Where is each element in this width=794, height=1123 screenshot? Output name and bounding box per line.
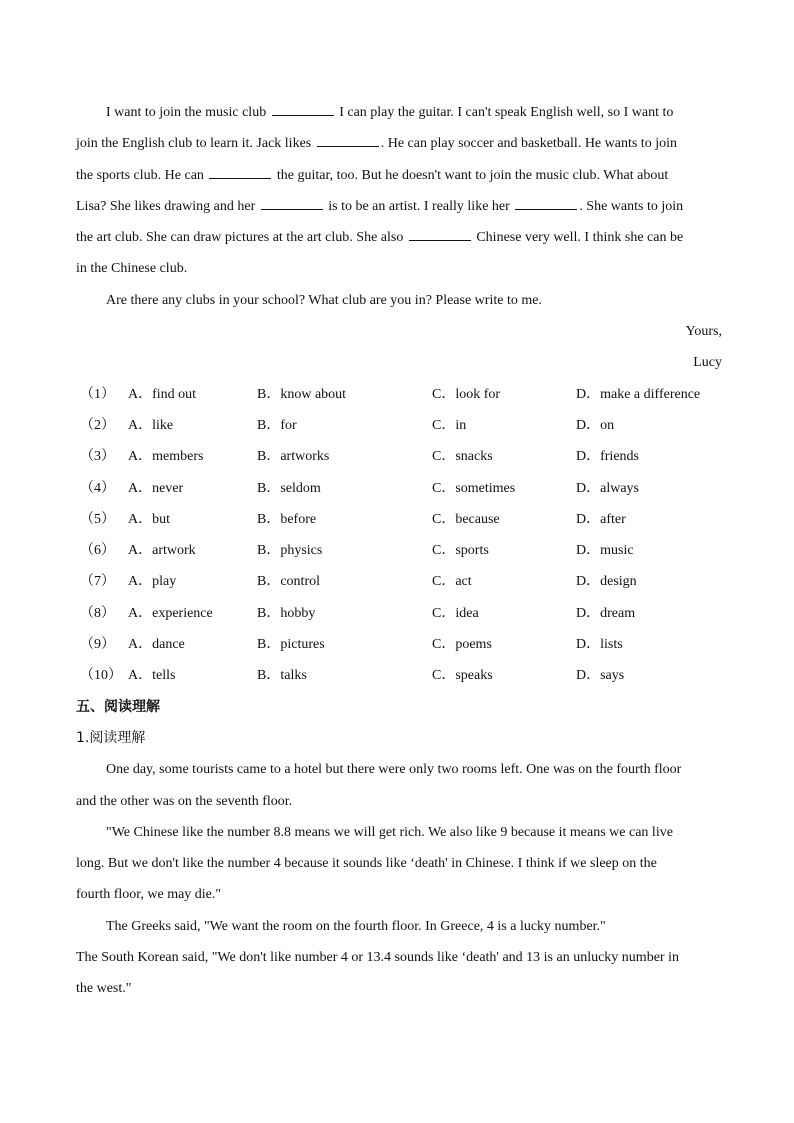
option-a[interactable]: A．experience [128, 605, 213, 621]
option-a[interactable]: A．but [128, 511, 170, 527]
option-a[interactable]: A．tells [128, 668, 176, 684]
option-d[interactable]: D．make a difference [576, 386, 701, 402]
question-number: （4） [80, 480, 115, 496]
option-row [76, 441, 722, 472]
option-a[interactable]: A．dance [128, 637, 185, 653]
reading-line: The Greeks said, "We want the room on the fourth floor. In Greece, 4 is a lucky number." [106, 918, 606, 934]
section-heading: 五、阅读理解 [76, 698, 160, 715]
document-page [76, 97, 722, 1005]
passage-text: . She wants to join [579, 198, 684, 214]
passage-line [76, 97, 722, 128]
option-b[interactable]: B．control [257, 574, 320, 590]
option-c[interactable]: C．look for [432, 386, 501, 402]
option-c[interactable]: C．idea [432, 605, 479, 621]
passage-line [76, 222, 722, 253]
blank-4[interactable] [261, 195, 323, 210]
option-b[interactable]: B．know about [257, 386, 347, 402]
blank-2[interactable] [317, 132, 379, 147]
passage-text: is to be an artist. I really like her [324, 198, 514, 214]
passage-line [76, 128, 722, 159]
option-b[interactable]: B．artworks [257, 449, 330, 465]
question-number: （7） [80, 574, 115, 590]
reading-line: "We Chinese like the number 8.8 means we will get rich. We also like 9 because it means we can live [106, 824, 673, 840]
passage-text: I want to join the music club [106, 105, 270, 120]
option-d[interactable]: D．dream [576, 605, 636, 621]
option-d[interactable]: D．lists [576, 637, 623, 653]
blank-6[interactable] [409, 226, 471, 241]
option-d[interactable]: D．music [576, 543, 634, 559]
passage-text: the art club. She can draw pictures at the art club. She also [76, 230, 407, 246]
passage-text: I can play the guitar. I can't speak English well, so I want to [335, 105, 674, 120]
question-number: （1） [80, 386, 115, 402]
option-a[interactable]: A．find out [128, 386, 197, 402]
passage-text: join the English club to learn it. Jack likes [76, 136, 315, 152]
option-b[interactable]: B．pictures [257, 637, 325, 653]
option-b[interactable]: B．before [257, 511, 317, 527]
section-subheading: 1.阅读理解 [76, 729, 146, 746]
option-a[interactable]: A．like [128, 417, 174, 433]
option-c[interactable]: C．act [432, 574, 472, 590]
option-row [76, 535, 722, 566]
reading-line: One day, some tourists came to a hotel but there were only two rooms left. One was on the fourth floor [106, 762, 682, 778]
option-d[interactable]: D．on [576, 417, 615, 433]
option-row [76, 660, 722, 691]
reading-line: the west." [76, 981, 132, 997]
question-number: （6） [80, 543, 115, 559]
option-c[interactable]: C．sports [432, 543, 489, 559]
passage-line: in the Chinese club. [76, 261, 188, 277]
option-d[interactable]: D．design [576, 574, 637, 590]
option-d[interactable]: D．always [576, 480, 639, 496]
option-b[interactable]: B．seldom [257, 480, 321, 496]
option-d[interactable]: D．says [576, 668, 625, 684]
reading-line: long. But we don't like the number 4 because it sounds like ‘death' in Chinese. I think if we sleep on the [76, 856, 657, 872]
question-number: （5） [80, 511, 115, 527]
passage-text: Lisa? She likes drawing and her [76, 198, 259, 214]
passage-text: the guitar, too. But he doesn't want to join the music club. What about [273, 167, 669, 183]
option-c[interactable]: C．in [432, 417, 467, 433]
option-a[interactable]: A．artwork [128, 543, 196, 559]
option-b[interactable]: B．physics [257, 543, 323, 559]
reading-line: and the other was on the seventh floor. [76, 793, 293, 809]
option-c[interactable]: C．snacks [432, 449, 493, 465]
question-number: （2） [80, 417, 115, 433]
option-row [76, 504, 722, 535]
passage-line [76, 160, 722, 191]
option-d[interactable]: D．after [576, 511, 626, 527]
blank-3[interactable] [209, 164, 271, 179]
letter-closing: Yours, [685, 324, 722, 340]
letter-signature: Lucy [693, 355, 722, 371]
option-row [76, 379, 722, 410]
option-c[interactable]: C．speaks [432, 668, 493, 684]
reading-line: The South Korean said, "We don't like number 4 or 13.4 sounds like ‘death' and 13 is an unlucky number in [76, 950, 679, 966]
option-b[interactable]: B．hobby [257, 605, 316, 621]
question-number: （8） [80, 605, 115, 621]
option-row [76, 473, 722, 504]
option-c[interactable]: C．poems [432, 637, 492, 653]
passage-text: . He can play soccer and basketball. He wants to join [380, 136, 677, 152]
reading-line: fourth floor, we may die." [76, 887, 222, 903]
question-number: （9） [80, 637, 115, 653]
blank-1[interactable] [272, 101, 334, 116]
blank-5[interactable] [515, 195, 577, 210]
passage-text: Chinese very well. I think she can be [472, 230, 684, 246]
option-a[interactable]: A．never [128, 480, 184, 496]
option-row [76, 598, 722, 629]
option-row [76, 566, 722, 597]
passage-text: the sports club. He can [76, 167, 208, 183]
option-c[interactable]: C．sometimes [432, 480, 516, 496]
option-b[interactable]: B．talks [257, 668, 307, 684]
passage-line [76, 191, 722, 222]
question-number: （10） [80, 668, 122, 684]
option-c[interactable]: C．because [432, 511, 500, 527]
option-d[interactable]: D．friends [576, 449, 639, 465]
passage-line: Are there any clubs in your school? What club are you in? Please write to me. [106, 292, 542, 308]
option-row [76, 629, 722, 660]
question-number: （3） [80, 449, 115, 465]
option-a[interactable]: A．members [128, 449, 204, 465]
option-b[interactable]: B．for [257, 417, 297, 433]
option-row [76, 410, 722, 441]
option-a[interactable]: A．play [128, 574, 177, 590]
